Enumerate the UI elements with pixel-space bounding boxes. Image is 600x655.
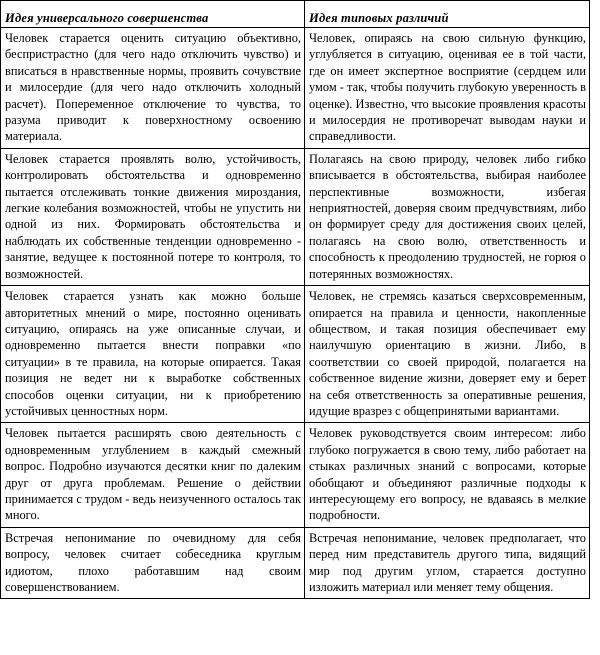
table-row xyxy=(1,28,590,149)
cell-universal: Человек старается проявлять волю, устойчивость, контролировать обстоятельства и одновременно пытается отслеживать тонкие движения мироздания, легкие колебания возможностей, чтобы не упустить ни одной из них. Формировать обстоятельства и наблюдать их собственные тенденции одновременно - занятие, ведущее к постоянной потере то контроля, то возможностей. xyxy=(1,148,305,285)
cell-universal: Человек старается оценить ситуацию объективно, беспристрастно (для чего надо отключить чувство) и вписаться в нравственные нормы, проявить сочувствие и милосердие (для чего надо отключить холодный расчет). Попеременное отключение то чувства, то разума приводит к поверхностному освоению материала. xyxy=(1,28,305,149)
table-row xyxy=(1,527,590,599)
cell-universal: Человек пытается расширять свою деятельность с одновременным углублением в каждый смежный вопрос. Подробно изучаются десятки книг по далеким друг от друга проблемам. Решение о действии принимается с трудом - ведь неизученного осталось так много. xyxy=(1,423,305,527)
column-header-universal: Идея универсального совершенства xyxy=(1,1,305,28)
table-row xyxy=(1,148,590,285)
table-row xyxy=(1,286,590,423)
cell-typical: Человек, опираясь на свою сильную функцию, углубляется в ситуацию, оценивая ее в той части, где он имеет экспертное восприятие (сердцем или умом - так, чтобы получить глубокую уверенность в оценке). Известно, что высокие проявления красоты и милосердия не противоречат выводам науки и справедливости. xyxy=(305,28,590,149)
cell-universal: Встречая непонимание по очевидному для себя вопросу, человек считает собеседника круглым идиотом, плохо работавшим над своим совершенствованием. xyxy=(1,527,305,599)
cell-universal: Человек старается узнать как можно больше авторитетных мнений о мире, постоянно оценивать ситуацию, опираясь на уже описанные случаи, и одновременно пытается внести поправки «по ситуации» в те правила, на которые опирается. Такая позиция не ведет ни к выработке собственных способов оценки ситуации, ни к приобретению устойчивых ценностных норм. xyxy=(1,286,305,423)
cell-typical: Встречая непонимание, человек предполагает, что перед ним представитель другого типа, видящий мир под другим углом, старается доступно изложить материал или меняет тему общения. xyxy=(305,527,590,599)
table-header xyxy=(1,1,590,28)
cell-typical: Человек руководствуется своим интересом: либо глубоко погружается в свою тему, либо работает на стыках различных знаний с вопросами, которые обобщают и объединяют различные подходы к интересующему его вопросу, не вдаваясь в мелкие подробности. xyxy=(305,423,590,527)
cell-typical: Человек, не стремясь казаться сверхсовременным, опирается на правила и ценности, накопленные обществом, и такая позиция обеспечивает ему наилучшую ориентацию в жизни. Либо, в соответствии со своей природой, полагается на собственное видение жизни, доверяет ему и берет на себя ответственность за оперативные решения, идущие вразрез с общепринятыми вариантами. xyxy=(305,286,590,423)
table-body xyxy=(1,28,590,599)
table-row xyxy=(1,423,590,527)
table-header-row xyxy=(1,1,590,28)
cell-typical: Полагаясь на свою природу, человек либо гибко вписывается в обстоятельства, выбирая наиболее перспективные возможности, избегая неприятностей, доверяя своим предчувствиям, либо он формирует среду для достижения своих целей, полагаясь на свою волю, ответственность и способность к преодолению трудностей, не горюя о потерянных возможностях. xyxy=(305,148,590,285)
column-header-typical: Идея типовых различий xyxy=(305,1,590,28)
